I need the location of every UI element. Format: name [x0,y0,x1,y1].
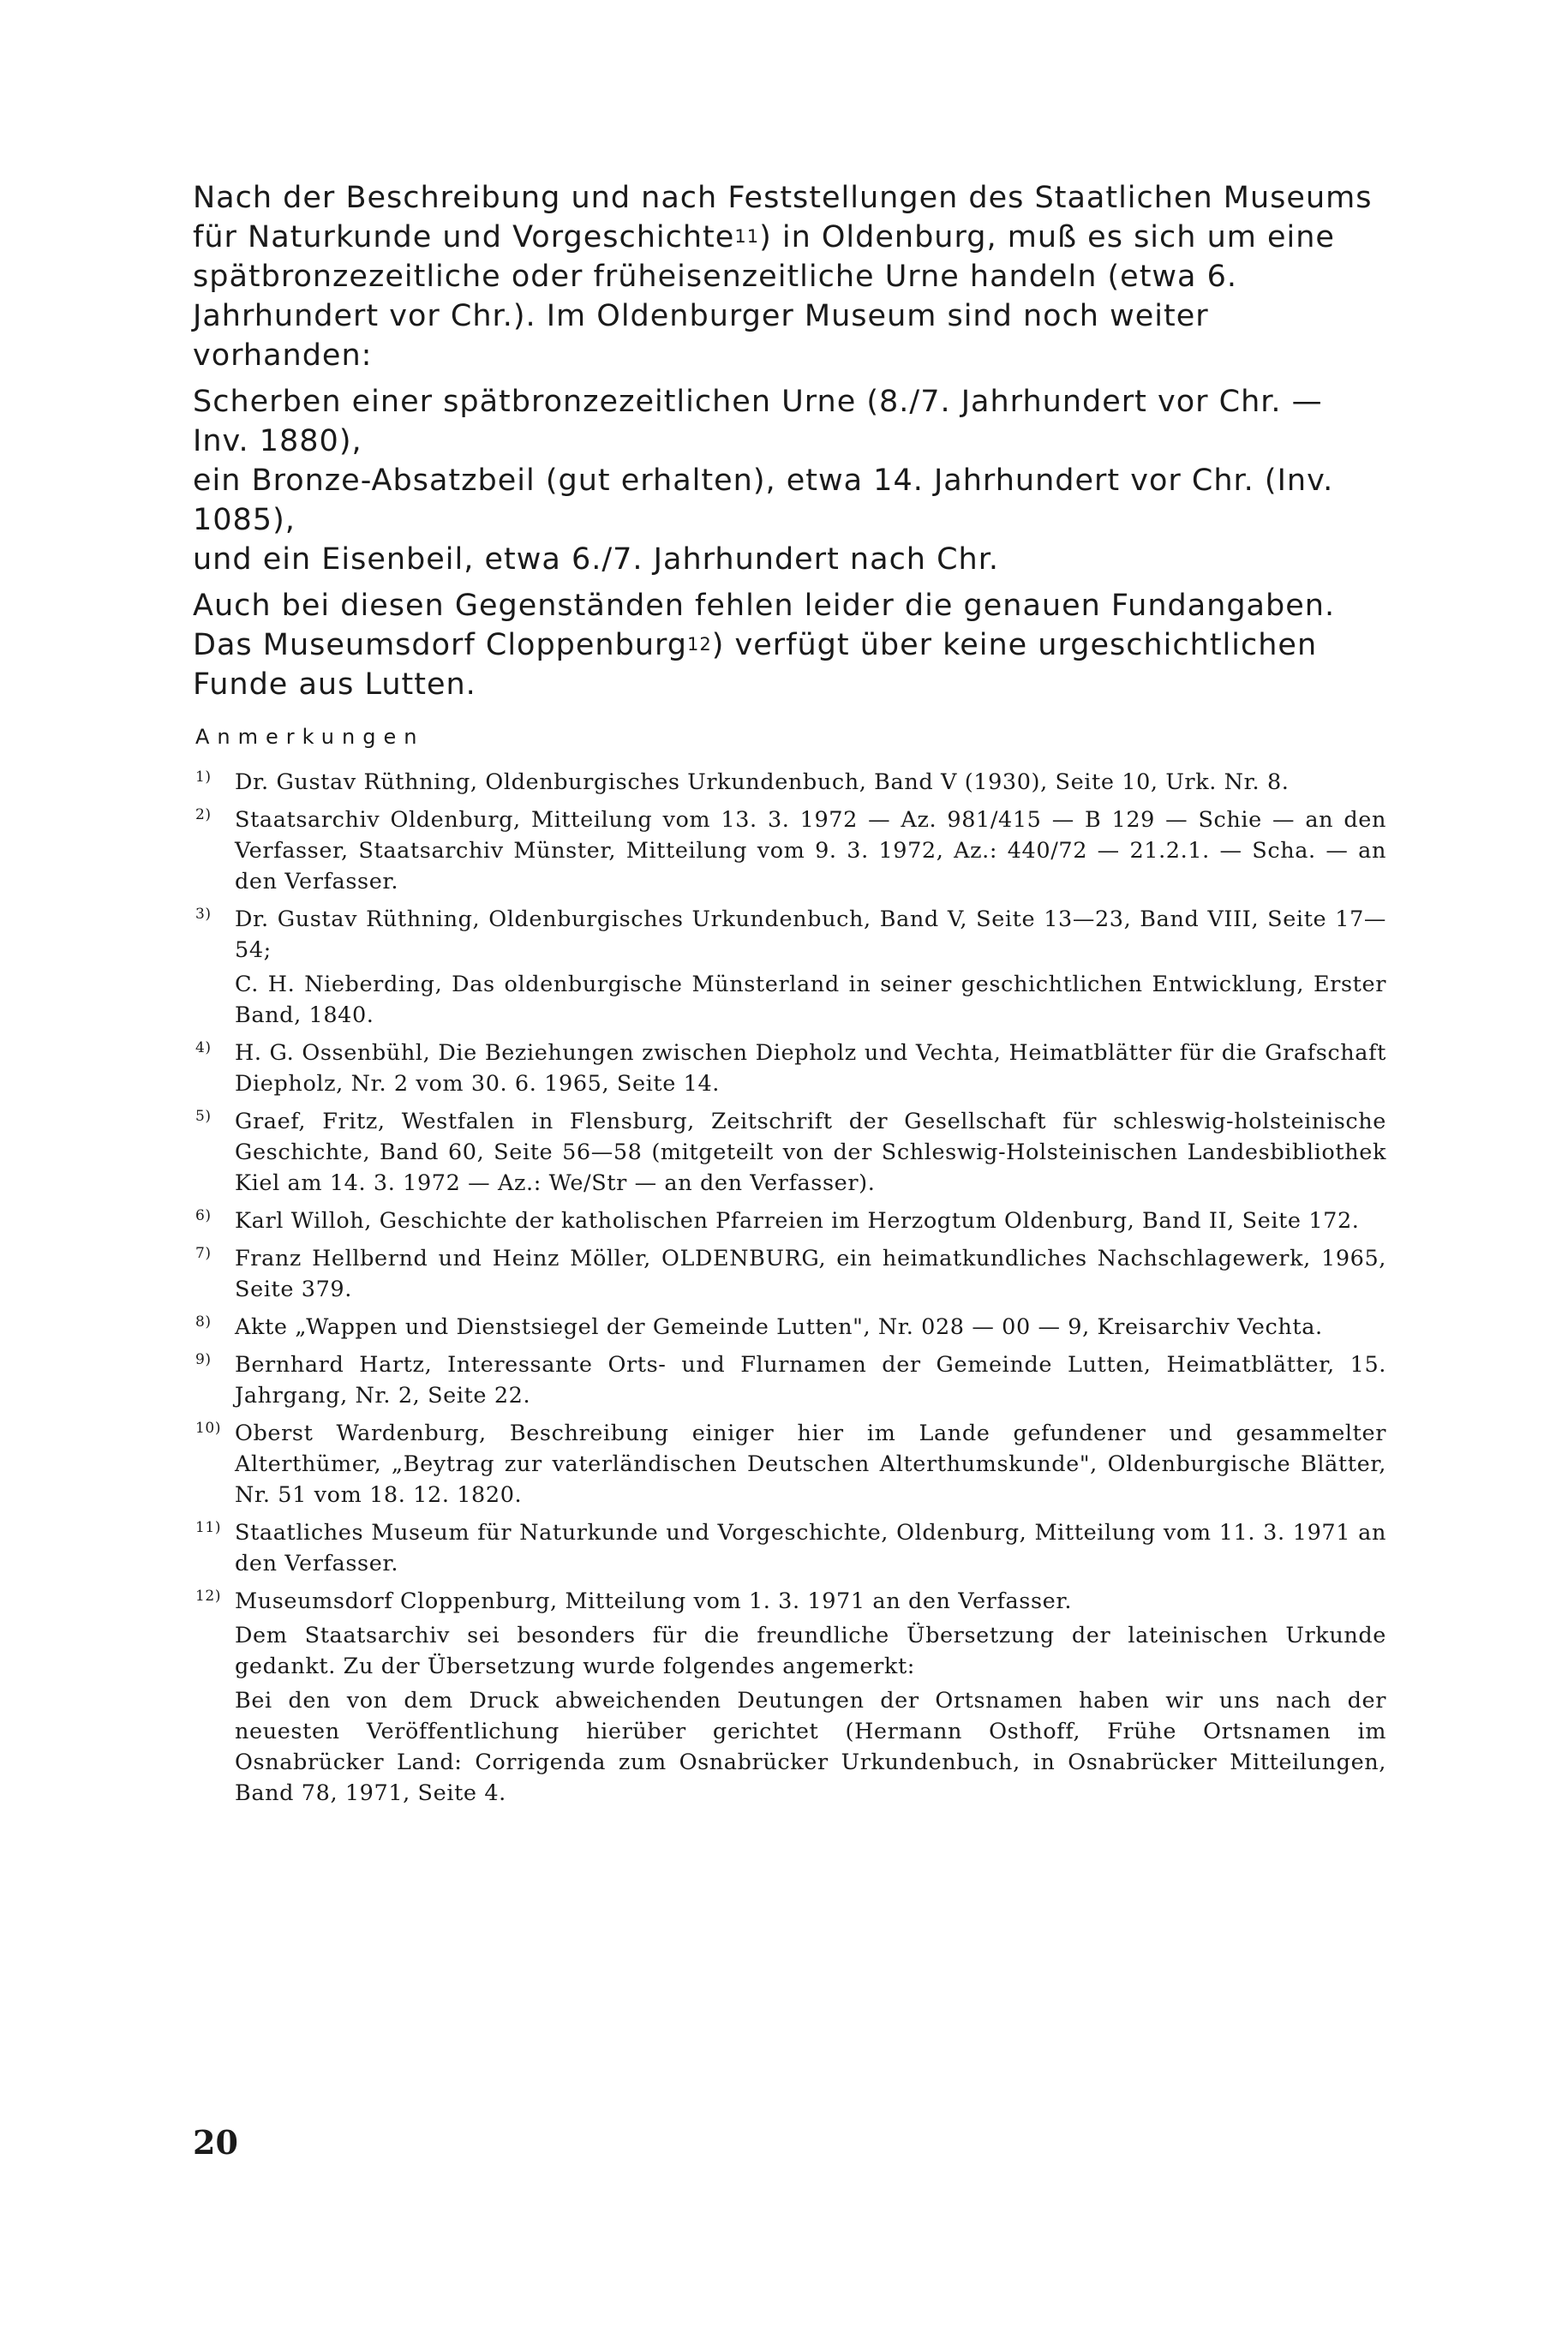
footnote-number: 5) [195,1108,212,1125]
paragraph-museumsdorf: Das Museumsdorf Cloppenburg$^{12}$) verfügt über keine urgeschichtlichen Funde aus Lutten. [193,628,1318,702]
footnote-number: 10) [195,1420,222,1437]
footnote-number: 2) [195,806,212,823]
list-item-urne: Scherben einer spätbronzezeitlichen Urne (8./7. Jahrhundert vor Chr. — Inv. 1880), [193,385,1323,458]
footnote: 10) Oberst Wardenburg, Beschreibung einiger hier im Lande gefundener und gesammelter Alterthümer, „Beytrag zur vaterländischen Deutschen Alterthumskunde", Oldenburgische Blätter, Nr. 51 vom 18. 12. 1820. [195,1418,1386,1510]
main-text [193,178,1384,711]
paragraph-fundangaben: Auch bei diesen Gegenständen fehlen leider die genauen Fundangaben. [193,589,1336,623]
footnote-ref-12: 12 [687,633,712,655]
footnotes-list [195,767,1386,1816]
footnote: 11) Staatliches Museum für Naturkunde und Vorgeschichte, Oldenburg, Mitteilung vom 11. 3. 1971 an den Verfasser. [195,1517,1386,1579]
list-item-eisenbeil: und ein Eisenbeil, etwa 6./7. Jahrhundert nach Chr. [193,542,1000,577]
notes-heading: Anmerkungen [195,725,425,749]
footnote-ref-11: 11 [734,225,760,247]
footnote-number: 11) [195,1519,222,1536]
footnote-number: 7) [195,1245,212,1262]
footnote-number: 8) [195,1313,212,1331]
footnote: 9) Bernhard Hartz, Interessante Orts- und Flurnamen der Gemeinde Lutten, Heimatblätter, 15. Jahrgang, Nr. 2, Seite 22. [195,1349,1386,1411]
footnote: 7) Franz Hellbernd und Heinz Möller, OLDENBURG, ein heimatkundliches Nachschlagewerk, 1965, Seite 379. [195,1243,1386,1305]
footnote: 12) Museumsdorf Cloppenburg, Mitteilung vom 1. 3. 1971 an den Verfasser. Dem Staatsarchiv sei besonders für die freundliche Übersetzung der lateinischen Urkunde gedankt. Zu der Übersetzung wurde folgendes angemerkt: Bei den von dem Druck abweichenden Deutungen der Ortsnamen haben wir uns nach der neuesten Veröffentlichung hierüber gerichtet (Hermann Osthoff, Frühe Ortsnamen im Osnabrücker Land: Corrigenda zum Osnabrücker Urkundenbuch, in Osnabrücker Mitteilungen, Band 78, 1971, Seite 4. [195,1586,1386,1809]
footnote: 8) Akte „Wappen und Dienstsiegel der Gemeinde Lutten", Nr. 028 — 00 — 9, Kreisarchiv Vechta. [195,1312,1386,1343]
footnote-number: 9) [195,1351,212,1368]
footnote: 2) Staatsarchiv Oldenburg, Mitteilung vom 13. 3. 1972 — Az. 981/415 — B 129 — Schie — an den Verfasser, Staatsarchiv Münster, Mitteilung vom 9. 3. 1972, Az.: 440/72 — 21.2.1. — Scha. — an den Verfasser. [195,805,1386,897]
footnote: 5) Graef, Fritz, Westfalen in Flensburg, Zeitschrift der Gesellschaft für schleswig-holsteinische Geschichte, Band 60, Seite 56—58 (mitgeteilt von der Schleswig-Holsteinischen Landesbibliothek Kiel am 14. 3. 1972 — Az.: We/Str — an den Verfasser). [195,1106,1386,1199]
footnote: 6) Karl Willoh, Geschichte der katholischen Pfarreien im Herzogtum Oldenburg, Band II, Seite 172. [195,1205,1386,1236]
footnote-number: 12) [195,1588,222,1605]
footnote-number: 6) [195,1207,212,1224]
paragraph-description: Nach der Beschreibung und nach Feststellungen des Staatlichen Museums für Naturkunde und Vorgeschichte$^{11}$) in Oldenburg, muß es sich um eine spätbronzezeitliche oder früheisenzeitliche Urne handeln (etwa 6. Jahrhundert vor Chr.). Im Oldenburger Museum sind noch weiter vorhanden: [193,181,1373,373]
footnote-number: 3) [195,906,212,923]
footnote-number: 1) [195,769,212,786]
footnote: 3) Dr. Gustav Rüthning, Oldenburgisches Urkundenbuch, Band V, Seite 13—23, Band VIII, Seite 17—54; C. H. Nieberding, Das oldenburgische Münsterland in seiner geschichtlichen Entwicklung, Erster Band, 1840. [195,904,1386,1031]
footnote-number: 4) [195,1039,212,1056]
list-item-bronzebeil: ein Bronze-Absatzbeil (gut erhalten), etwa 14. Jahrhundert vor Chr. (Inv. 1085), [193,464,1334,537]
footnote: 4) H. G. Ossenbühl, Die Beziehungen zwischen Diepholz und Vechta, Heimatblätter für die Grafschaft Diepholz, Nr. 2 vom 30. 6. 1965, Seite 14. [195,1038,1386,1099]
footnote: 1) Dr. Gustav Rüthning, Oldenburgisches Urkundenbuch, Band V (1930), Seite 10, Urk. Nr. 8. [195,767,1386,798]
page-number: 20 [193,2123,238,2162]
